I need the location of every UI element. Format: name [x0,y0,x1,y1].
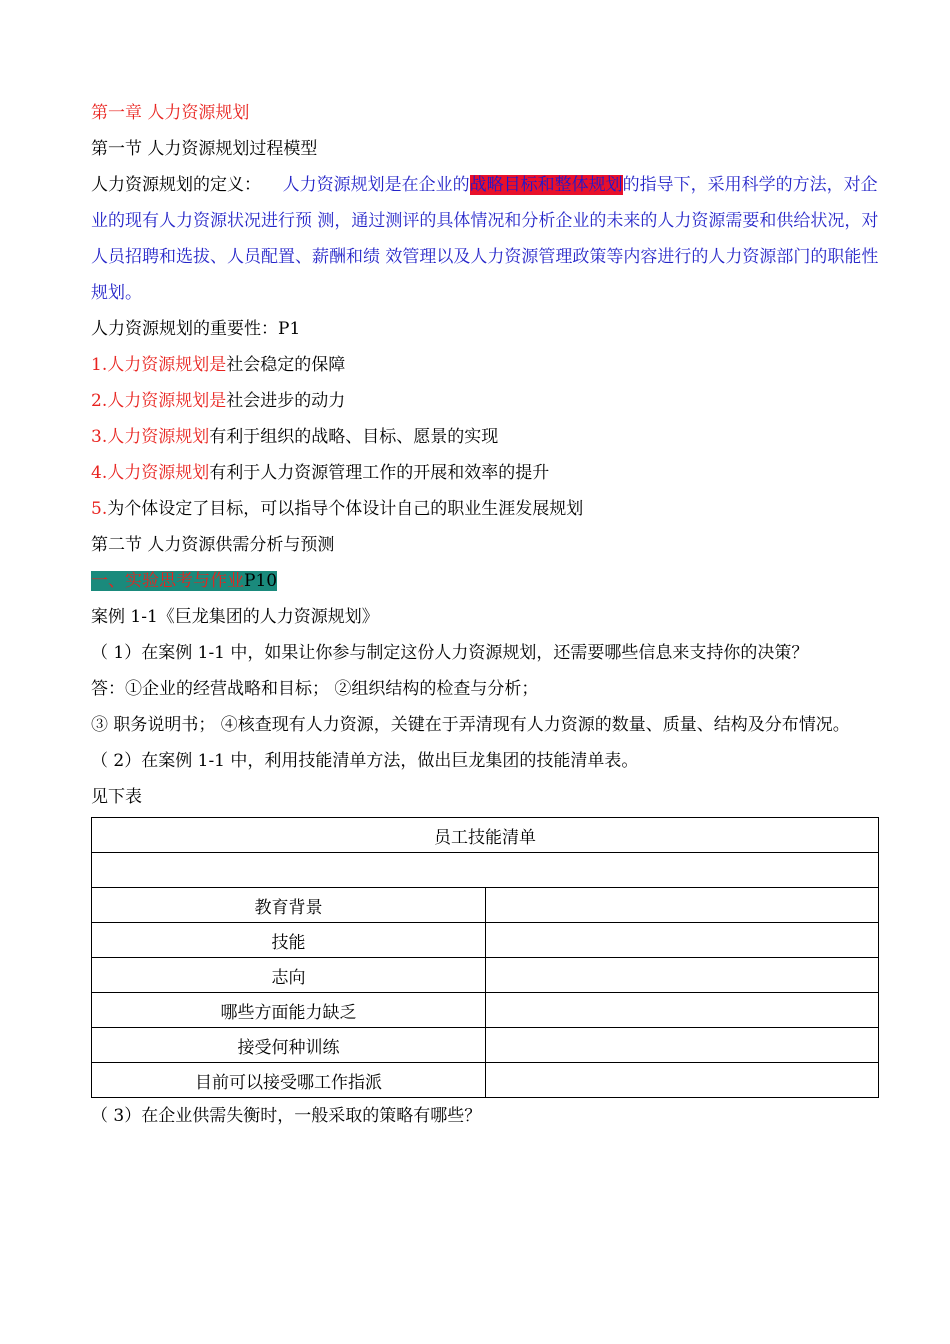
table-cell-value [486,993,879,1028]
importance-item [91,455,881,491]
importance-item-text: 社会稳定的保障 [226,355,346,375]
importance-item-text: 有利于人力资源管理工作的开展和效率的提升 [209,463,550,483]
section1-title: 第一节 人力资源规划过程模型 [91,139,318,159]
question-1: （ 1）在案例 1-1 中，如果让你参与制定这份人力资源规划，还需要哪些信息来支持你的决策？ [91,643,809,663]
importance-item-text: 为个体设定了目标，可以指导个体设计自己的职业生涯发展规划 [107,499,584,519]
table-row [92,853,879,888]
importance-item-prefix: 4.人力资源规划 [91,463,210,483]
table-row [92,818,879,853]
table-row [92,958,879,993]
answer-1-line-2: ③ 职务说明书； ④核查现有人力资源，关键在于弄清现有人力资源的数量、质量、结构及分布情况。 [91,715,850,735]
table-cell-value [486,958,879,993]
importance-item-prefix: 1.人力资源规划是 [91,355,227,375]
table-row [92,923,879,958]
definition-text-b: 的指导下，采用科学的方法，对企业的现有人力资源状况进行预 测，通过测评的具体情况和分析企业的未来的人力资源需要和供给状况，对人员招聘和选拔、人员配置、薪酬和绩 效管理以及人力资源管理政策等内容进行的人力资源部门的职能性规划。 [91,175,879,303]
table-cell-label: 技能 [92,923,486,958]
importance-item [91,383,881,419]
exercise-heading-text: 实验思考与作业 [125,571,244,591]
table-cell-label: 接受何种训练 [92,1028,486,1063]
case-title: 案例 1-1《巨龙集团的人力资源规划》 [91,607,379,627]
table-cell-value [486,1028,879,1063]
table-cell-label: 志向 [92,958,486,993]
importance-item-text: 有利于组织的战略、目标、愿景的实现 [209,427,499,447]
exercise-heading-number: 一、 [91,571,125,591]
table-cell-label: 目前可以接受哪工作指派 [92,1063,486,1098]
definition-text-a: 人力资源规划是在企业的 [282,175,470,195]
importance-item-prefix: 5. [91,499,108,519]
skills-table-blank-row [92,853,879,888]
table-cell-value [486,888,879,923]
table-cell-value [486,1063,879,1098]
importance-item [91,491,881,527]
importance-item-text: 社会进步的动力 [226,391,346,411]
importance-item [91,419,881,455]
exercise-heading [91,563,881,599]
question-3: （ 3）在企业供需失衡时，一般采取的策略有哪些？ [91,1106,482,1126]
exercise-heading-page: P10 [244,571,278,591]
question-2: （ 2）在案例 1-1 中，利用技能清单方法，做出巨龙集团的技能清单表。 [91,751,639,771]
importance-item-prefix: 2.人力资源规划是 [91,391,227,411]
see-below: 见下表 [91,787,142,807]
table-row [92,888,879,923]
table-row [92,993,879,1028]
importance-item [91,347,881,383]
document-page [91,95,881,1134]
skills-table [91,817,879,1098]
table-cell-label: 教育背景 [92,888,486,923]
importance-item-prefix: 3.人力资源规划 [91,427,210,447]
section2-title: 第二节 人力资源供需分析与预测 [91,535,335,555]
chapter-title: 第一章 人力资源规划 [91,103,250,123]
definition-paragraph [91,167,881,311]
skills-table-title: 员工技能清单 [92,818,879,853]
table-cell-value [486,923,879,958]
table-row [92,1063,879,1098]
answer-1-line-1: 答：①企业的经营战略和目标； ②组织结构的检查与分析； [91,679,539,699]
importance-title: 人力资源规划的重要性：P1 [91,319,301,339]
definition-label: 人力资源规划的定义： [91,175,261,195]
table-row [92,1028,879,1063]
table-cell-label: 哪些方面能力缺乏 [92,993,486,1028]
definition-highlight: 战略目标和整体规划 [469,175,623,195]
